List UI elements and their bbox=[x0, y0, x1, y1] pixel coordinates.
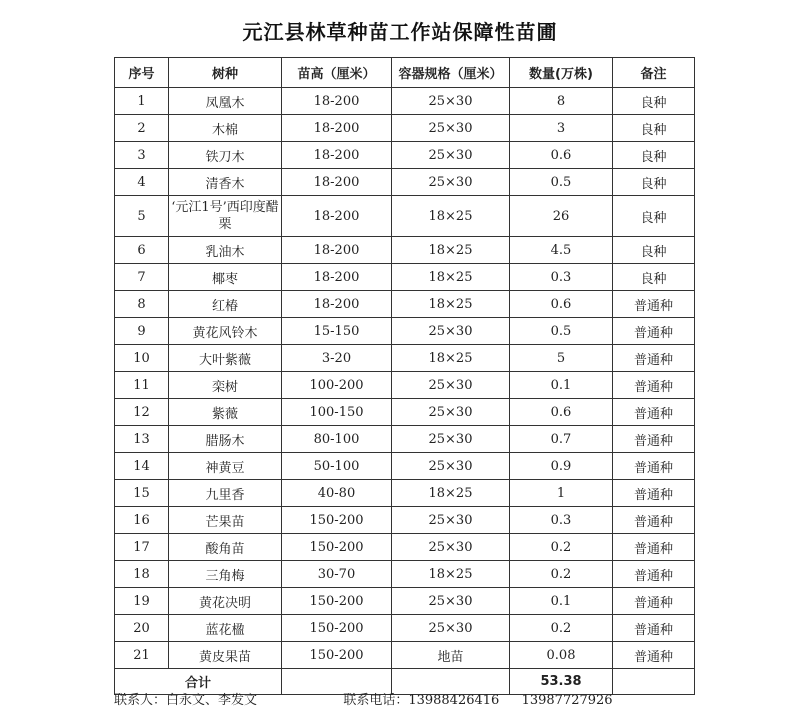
cell-species: 木棉 bbox=[169, 115, 282, 142]
table-row bbox=[115, 399, 695, 426]
cell-container: 25×30 bbox=[392, 318, 510, 345]
cell-index: 17 bbox=[115, 534, 169, 561]
table-row bbox=[115, 615, 695, 642]
cell-species: ‘元江1号’西印度醋栗 bbox=[169, 196, 282, 237]
cell-quantity: 4.5 bbox=[510, 237, 613, 264]
table-row bbox=[115, 264, 695, 291]
cell-height: 18-200 bbox=[282, 115, 392, 142]
cell-container: 25×30 bbox=[392, 453, 510, 480]
cell-remark: 普通种 bbox=[613, 588, 695, 615]
cell-container: 25×30 bbox=[392, 426, 510, 453]
table-row bbox=[115, 480, 695, 507]
cell-container: 地苗 bbox=[392, 642, 510, 669]
cell-remark: 普通种 bbox=[613, 507, 695, 534]
cell-index: 7 bbox=[115, 264, 169, 291]
cell-index: 20 bbox=[115, 615, 169, 642]
cell-height: 100-150 bbox=[282, 399, 392, 426]
cell-height: 18-200 bbox=[282, 291, 392, 318]
cell-quantity: 0.2 bbox=[510, 615, 613, 642]
cell-container: 25×30 bbox=[392, 399, 510, 426]
cell-species: 神黄豆 bbox=[169, 453, 282, 480]
table-row bbox=[115, 426, 695, 453]
cell-container: 18×25 bbox=[392, 345, 510, 372]
cell-remark: 普通种 bbox=[613, 615, 695, 642]
cell-index: 3 bbox=[115, 142, 169, 169]
table-row bbox=[115, 237, 695, 264]
cell-remark: 良种 bbox=[613, 237, 695, 264]
cell-container: 18×25 bbox=[392, 291, 510, 318]
header-quantity: 数量(万株) bbox=[510, 58, 613, 88]
cell-species: 紫薇 bbox=[169, 399, 282, 426]
cell-species: 铁刀木 bbox=[169, 142, 282, 169]
cell-index: 12 bbox=[115, 399, 169, 426]
page-title: 元江县林草种苗工作站保障性苗圃 bbox=[242, 20, 558, 44]
cell-index: 9 bbox=[115, 318, 169, 345]
cell-remark: 普通种 bbox=[613, 318, 695, 345]
cell-container: 18×25 bbox=[392, 561, 510, 588]
cell-remark: 良种 bbox=[613, 115, 695, 142]
cell-height: 40-80 bbox=[282, 480, 392, 507]
table-row bbox=[115, 291, 695, 318]
cell-species: 蓝花楹 bbox=[169, 615, 282, 642]
cell-index: 4 bbox=[115, 169, 169, 196]
cell-height: 100-200 bbox=[282, 372, 392, 399]
cell-remark: 良种 bbox=[613, 196, 695, 237]
contact-phone-1: 13988426416 bbox=[408, 693, 500, 708]
cell-index: 8 bbox=[115, 291, 169, 318]
cell-remark: 普通种 bbox=[613, 291, 695, 318]
cell-height: 3-20 bbox=[282, 345, 392, 372]
table-row bbox=[115, 88, 695, 115]
table-row bbox=[115, 115, 695, 142]
cell-quantity: 0.9 bbox=[510, 453, 613, 480]
cell-species: 红椿 bbox=[169, 291, 282, 318]
cell-container: 18×25 bbox=[392, 480, 510, 507]
cell-species: 九里香 bbox=[169, 480, 282, 507]
cell-container: 25×30 bbox=[392, 507, 510, 534]
cell-index: 18 bbox=[115, 561, 169, 588]
contact-info bbox=[114, 689, 714, 708]
cell-quantity: 0.1 bbox=[510, 372, 613, 399]
cell-container: 25×30 bbox=[392, 534, 510, 561]
cell-remark: 普通种 bbox=[613, 480, 695, 507]
cell-container: 25×30 bbox=[392, 372, 510, 399]
cell-index: 16 bbox=[115, 507, 169, 534]
cell-species: 乳油木 bbox=[169, 237, 282, 264]
table-row bbox=[115, 142, 695, 169]
cell-remark: 普通种 bbox=[613, 372, 695, 399]
cell-species: 黄花风铃木 bbox=[169, 318, 282, 345]
cell-index: 10 bbox=[115, 345, 169, 372]
cell-quantity: 0.2 bbox=[510, 534, 613, 561]
cell-height: 18-200 bbox=[282, 169, 392, 196]
cell-container: 18×25 bbox=[392, 237, 510, 264]
cell-height: 18-200 bbox=[282, 88, 392, 115]
table-row bbox=[115, 169, 695, 196]
cell-quantity: 0.08 bbox=[510, 642, 613, 669]
cell-species: 三角梅 bbox=[169, 561, 282, 588]
table-row bbox=[115, 534, 695, 561]
cell-index: 13 bbox=[115, 426, 169, 453]
cell-quantity: 0.2 bbox=[510, 561, 613, 588]
header-index: 序号 bbox=[115, 58, 169, 88]
cell-species: 凤凰木 bbox=[169, 88, 282, 115]
cell-remark: 普通种 bbox=[613, 534, 695, 561]
contact-phone-2: 13987727926 bbox=[521, 693, 613, 708]
cell-height: 150-200 bbox=[282, 507, 392, 534]
cell-quantity: 0.3 bbox=[510, 507, 613, 534]
contact-persons: 白永文、李发文 bbox=[166, 693, 258, 708]
cell-container: 25×30 bbox=[392, 88, 510, 115]
cell-quantity: 0.6 bbox=[510, 291, 613, 318]
table-row bbox=[115, 453, 695, 480]
cell-height: 80-100 bbox=[282, 426, 392, 453]
cell-quantity: 8 bbox=[510, 88, 613, 115]
cell-index: 19 bbox=[115, 588, 169, 615]
header-container: 容器规格（厘米） bbox=[392, 58, 510, 88]
total-label: 合计 bbox=[115, 669, 282, 695]
cell-container: 18×25 bbox=[392, 264, 510, 291]
cell-height: 18-200 bbox=[282, 196, 392, 237]
table-row bbox=[115, 561, 695, 588]
cell-quantity: 26 bbox=[510, 196, 613, 237]
cell-height: 30-70 bbox=[282, 561, 392, 588]
header-height: 苗高（厘米） bbox=[282, 58, 392, 88]
cell-height: 50-100 bbox=[282, 453, 392, 480]
cell-species: 栾树 bbox=[169, 372, 282, 399]
cell-quantity: 5 bbox=[510, 345, 613, 372]
cell-container: 25×30 bbox=[392, 588, 510, 615]
cell-remark: 良种 bbox=[613, 169, 695, 196]
cell-quantity: 0.6 bbox=[510, 142, 613, 169]
cell-height: 150-200 bbox=[282, 534, 392, 561]
cell-index: 2 bbox=[115, 115, 169, 142]
cell-quantity: 0.3 bbox=[510, 264, 613, 291]
contact-person-label: 联系人： bbox=[114, 693, 167, 708]
cell-remark: 良种 bbox=[613, 88, 695, 115]
cell-species: 黄皮果苗 bbox=[169, 642, 282, 669]
cell-index: 1 bbox=[115, 88, 169, 115]
cell-height: 18-200 bbox=[282, 142, 392, 169]
cell-quantity: 0.1 bbox=[510, 588, 613, 615]
cell-quantity: 0.6 bbox=[510, 399, 613, 426]
cell-index: 11 bbox=[115, 372, 169, 399]
table-row bbox=[115, 507, 695, 534]
cell-index: 21 bbox=[115, 642, 169, 669]
cell-container: 18×25 bbox=[392, 196, 510, 237]
contact-phone-label: 联系电话： bbox=[343, 693, 409, 708]
cell-remark: 普通种 bbox=[613, 426, 695, 453]
cell-species: 清香木 bbox=[169, 169, 282, 196]
cell-remark: 普通种 bbox=[613, 399, 695, 426]
cell-species: 芒果苗 bbox=[169, 507, 282, 534]
cell-height: 150-200 bbox=[282, 642, 392, 669]
cell-container: 25×30 bbox=[392, 169, 510, 196]
cell-species: 黄花决明 bbox=[169, 588, 282, 615]
cell-remark: 普通种 bbox=[613, 642, 695, 669]
cell-height: 18-200 bbox=[282, 264, 392, 291]
cell-remark: 普通种 bbox=[613, 561, 695, 588]
table-row bbox=[115, 588, 695, 615]
cell-quantity: 0.7 bbox=[510, 426, 613, 453]
cell-index: 14 bbox=[115, 453, 169, 480]
header-species: 树种 bbox=[169, 58, 282, 88]
header-row bbox=[115, 58, 695, 88]
cell-index: 6 bbox=[115, 237, 169, 264]
cell-remark: 良种 bbox=[613, 142, 695, 169]
cell-quantity: 3 bbox=[510, 115, 613, 142]
cell-species: 大叶紫薇 bbox=[169, 345, 282, 372]
cell-index: 15 bbox=[115, 480, 169, 507]
cell-remark: 良种 bbox=[613, 264, 695, 291]
cell-species: 腊肠木 bbox=[169, 426, 282, 453]
table-row bbox=[115, 642, 695, 669]
table-row bbox=[115, 318, 695, 345]
table-row bbox=[115, 372, 695, 399]
cell-species: 椰枣 bbox=[169, 264, 282, 291]
cell-quantity: 0.5 bbox=[510, 169, 613, 196]
cell-index: 5 bbox=[115, 196, 169, 237]
cell-container: 25×30 bbox=[392, 615, 510, 642]
cell-quantity: 1 bbox=[510, 480, 613, 507]
cell-height: 18-200 bbox=[282, 237, 392, 264]
cell-quantity: 0.5 bbox=[510, 318, 613, 345]
cell-container: 25×30 bbox=[392, 142, 510, 169]
cell-remark: 普通种 bbox=[613, 345, 695, 372]
cell-height: 15-150 bbox=[282, 318, 392, 345]
cell-remark: 普通种 bbox=[613, 453, 695, 480]
cell-species: 酸角苗 bbox=[169, 534, 282, 561]
cell-container: 25×30 bbox=[392, 115, 510, 142]
cell-height: 150-200 bbox=[282, 588, 392, 615]
header-remark: 备注 bbox=[613, 58, 695, 88]
nursery-table bbox=[114, 57, 695, 695]
cell-height: 150-200 bbox=[282, 615, 392, 642]
total-value: 53.38 bbox=[510, 669, 613, 695]
table-row bbox=[115, 345, 695, 372]
table-row bbox=[115, 196, 695, 237]
